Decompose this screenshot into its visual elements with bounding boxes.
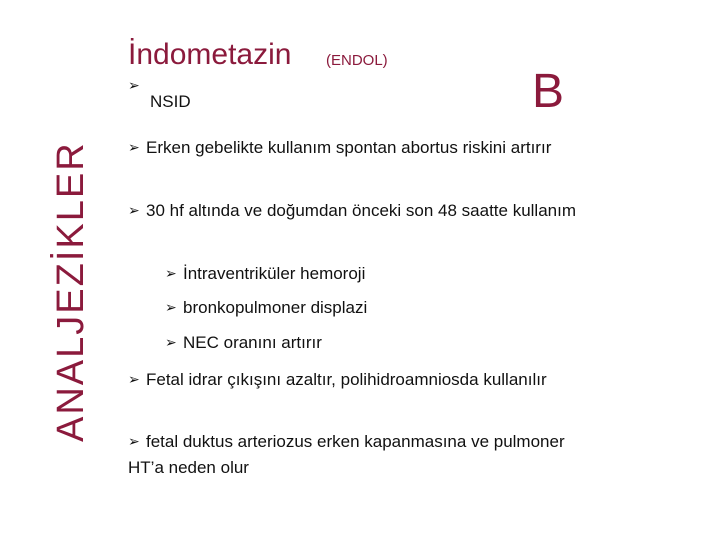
arrow-bullet-icon: ➢ (165, 299, 177, 315)
bullet-item (128, 428, 588, 481)
arrow-bullet-icon: ➢ (128, 139, 140, 155)
arrow-bullet-icon: ➢ (128, 433, 140, 449)
arrow-bullet-icon: ➢ (128, 77, 140, 93)
drug-brand: (ENDOL) (326, 52, 388, 69)
section-letter: B (532, 65, 565, 118)
item-text: 30 hf altında ve doğumdan önceki son 48 saatte kullanım (146, 201, 577, 220)
bullet-item (128, 134, 588, 161)
arrow-bullet-icon: ➢ (165, 334, 177, 350)
arrow-bullet-icon: ➢ (165, 265, 177, 281)
bullet-item (128, 72, 146, 99)
item-text: Fetal idrar çıkışını azaltır, polihidroamniosda kullanılır (146, 370, 547, 389)
item-text: bronkopulmoner displazi (183, 298, 368, 317)
bullet-item (165, 329, 322, 356)
side-title: ANALJEZİKLER (50, 141, 92, 442)
item-text: İntraventriküler hemoroji (183, 264, 366, 283)
item-text: NSID (150, 92, 191, 111)
bullet-item (165, 294, 367, 321)
bullet-item (128, 197, 588, 224)
bullet-item (128, 366, 588, 393)
item-text: Erken gebelikte kullanım spontan abortus riskini artırır (146, 138, 552, 157)
arrow-bullet-icon: ➢ (128, 371, 140, 387)
item-text: NEC oranını artırır (183, 333, 322, 352)
arrow-bullet-icon: ➢ (128, 202, 140, 218)
item-text: fetal duktus arteriozus erken kapanmasına ve pulmoner HT’a neden olur (128, 432, 565, 477)
drug-name: İndometazin (128, 38, 292, 71)
bullet-item (165, 260, 365, 287)
